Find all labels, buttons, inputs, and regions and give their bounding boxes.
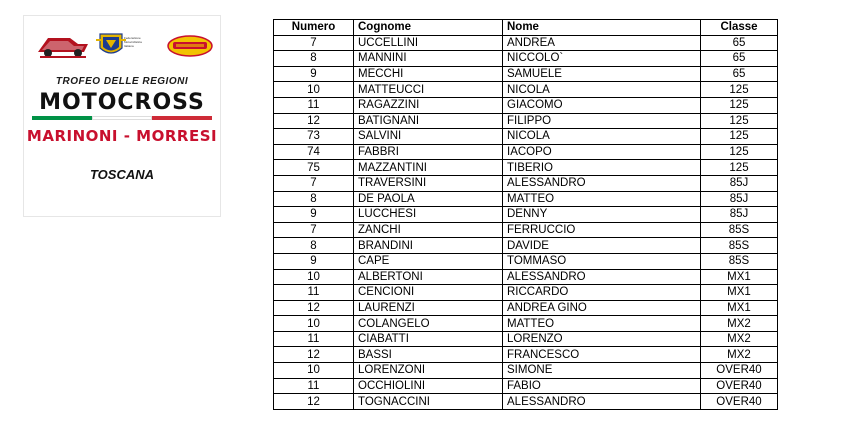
event-title: MOTOCROSS <box>39 90 205 115</box>
cell-classe: OVER40 <box>701 363 778 379</box>
table-row <box>274 51 778 67</box>
cell-cognome: LAURENZI <box>354 300 503 316</box>
table-row <box>274 207 778 223</box>
table-row <box>274 222 778 238</box>
cell-numero: 11 <box>274 285 354 301</box>
cell-nome: DENNY <box>503 207 701 223</box>
table-row <box>274 253 778 269</box>
cell-cognome: MANNINI <box>354 51 503 67</box>
cell-nome: SIMONE <box>503 363 701 379</box>
cell-cognome: MAZZANTINI <box>354 160 503 176</box>
event-series-label: TROFEO DELLE REGIONI <box>55 76 189 87</box>
table-row <box>274 175 778 191</box>
table-row <box>274 113 778 129</box>
cell-numero: 10 <box>274 316 354 332</box>
cell-cognome: OCCHIOLINI <box>354 378 503 394</box>
cell-cognome: CENCIONI <box>354 285 503 301</box>
cell-nome: TIBERIO <box>503 160 701 176</box>
cell-nome: FRANCESCO <box>503 347 701 363</box>
cell-classe: 125 <box>701 113 778 129</box>
cell-nome: TOMMASO <box>503 253 701 269</box>
table-row <box>274 331 778 347</box>
cell-nome: FERRUCCIO <box>503 222 701 238</box>
cell-numero: 9 <box>274 207 354 223</box>
cell-cognome: ZANCHI <box>354 222 503 238</box>
header-numero: Numero <box>274 20 354 36</box>
cell-nome: ALESSANDRO <box>503 175 701 191</box>
cell-numero: 11 <box>274 97 354 113</box>
cell-cognome: FABBRI <box>354 144 503 160</box>
table-row <box>274 363 778 379</box>
sponsor-logos <box>24 24 220 68</box>
cell-nome: NICOLA <box>503 129 701 145</box>
event-logo-card <box>24 16 220 216</box>
cell-cognome: SALVINI <box>354 129 503 145</box>
cell-numero: 9 <box>274 253 354 269</box>
cell-classe: OVER40 <box>701 394 778 410</box>
cell-nome: LORENZO <box>503 331 701 347</box>
cell-classe: 65 <box>701 51 778 67</box>
table-row <box>274 144 778 160</box>
cell-cognome: UCCELLINI <box>354 35 503 51</box>
cell-numero: 9 <box>274 66 354 82</box>
cell-cognome: TRAVERSINI <box>354 175 503 191</box>
cell-classe: 125 <box>701 82 778 98</box>
cell-numero: 12 <box>274 113 354 129</box>
table-row <box>274 300 778 316</box>
cell-nome: SAMUELE <box>503 66 701 82</box>
table-body <box>274 35 778 409</box>
cell-numero: 8 <box>274 191 354 207</box>
header-nome: Nome <box>503 20 701 36</box>
sponsor-logo-right <box>166 34 214 58</box>
table-row <box>274 285 778 301</box>
table-row <box>274 66 778 82</box>
cell-cognome: LUCCHESI <box>354 207 503 223</box>
header-cognome: Cognome <box>354 20 503 36</box>
cell-numero: 10 <box>274 82 354 98</box>
cell-cognome: BATIGNANI <box>354 113 503 129</box>
cell-numero: 8 <box>274 51 354 67</box>
cell-classe: 125 <box>701 160 778 176</box>
cell-cognome: COLANGELO <box>354 316 503 332</box>
cell-numero: 12 <box>274 347 354 363</box>
table-row <box>274 394 778 410</box>
table-row <box>274 238 778 254</box>
cell-numero: 12 <box>274 394 354 410</box>
cell-cognome: BASSI <box>354 347 503 363</box>
table-row <box>274 316 778 332</box>
italian-flag-stripe <box>32 116 212 120</box>
cell-nome: ANDREA <box>503 35 701 51</box>
table-row <box>274 347 778 363</box>
event-subtitle: MARINONI - MORRESI <box>26 127 218 145</box>
federation-text: Federazione Motociclistica Italiana <box>124 36 142 48</box>
riders-table <box>273 19 778 410</box>
cell-cognome: CAPE <box>354 253 503 269</box>
cell-classe: 85J <box>701 207 778 223</box>
cell-nome: GIACOMO <box>503 97 701 113</box>
table-row <box>274 191 778 207</box>
table-row <box>274 378 778 394</box>
cell-classe: 85S <box>701 238 778 254</box>
cell-nome: ALESSANDRO <box>503 394 701 410</box>
cell-cognome: ALBERTONI <box>354 269 503 285</box>
cell-cognome: BRANDINI <box>354 238 503 254</box>
sponsor-logo-left <box>34 30 92 60</box>
cell-classe: MX2 <box>701 347 778 363</box>
cell-numero: 75 <box>274 160 354 176</box>
table-header-row <box>274 20 778 36</box>
cell-classe: 65 <box>701 66 778 82</box>
cell-numero: 12 <box>274 300 354 316</box>
cell-classe: 65 <box>701 35 778 51</box>
cell-numero: 7 <box>274 175 354 191</box>
cell-numero: 7 <box>274 35 354 51</box>
cell-nome: MATTEO <box>503 191 701 207</box>
cell-classe: MX1 <box>701 285 778 301</box>
cell-numero: 73 <box>274 129 354 145</box>
cell-nome: FABIO <box>503 378 701 394</box>
cell-classe: 85S <box>701 253 778 269</box>
cell-cognome: RAGAZZINI <box>354 97 503 113</box>
cell-nome: DAVIDE <box>503 238 701 254</box>
cell-numero: 74 <box>274 144 354 160</box>
cell-classe: MX1 <box>701 300 778 316</box>
cell-numero: 7 <box>274 222 354 238</box>
cell-cognome: LORENZONI <box>354 363 503 379</box>
cell-nome: NICOLA <box>503 82 701 98</box>
cell-nome: NICCOLO` <box>503 51 701 67</box>
table-row <box>274 82 778 98</box>
cell-nome: MATTEO <box>503 316 701 332</box>
cell-numero: 11 <box>274 378 354 394</box>
cell-cognome: MATTEUCCI <box>354 82 503 98</box>
cell-classe: 125 <box>701 144 778 160</box>
cell-nome: IACOPO <box>503 144 701 160</box>
cell-classe: OVER40 <box>701 378 778 394</box>
cell-classe: 85J <box>701 191 778 207</box>
cell-numero: 11 <box>274 331 354 347</box>
cell-classe: MX1 <box>701 269 778 285</box>
cell-cognome: DE PAOLA <box>354 191 503 207</box>
cell-nome: ANDREA GINO <box>503 300 701 316</box>
table-row <box>274 160 778 176</box>
cell-cognome: TOGNACCINI <box>354 394 503 410</box>
cell-nome: FILIPPO <box>503 113 701 129</box>
cell-numero: 10 <box>274 269 354 285</box>
cell-cognome: MECCHI <box>354 66 503 82</box>
cell-nome: ALESSANDRO <box>503 269 701 285</box>
cell-classe: 85S <box>701 222 778 238</box>
cell-classe: MX2 <box>701 316 778 332</box>
table-row <box>274 129 778 145</box>
cell-nome: RICCARDO <box>503 285 701 301</box>
cell-classe: 85J <box>701 175 778 191</box>
cell-cognome: CIABATTI <box>354 331 503 347</box>
cell-classe: 125 <box>701 129 778 145</box>
region-label: TOSCANA <box>89 167 155 182</box>
table-row <box>274 35 778 51</box>
cell-classe: 125 <box>701 97 778 113</box>
table-row <box>274 269 778 285</box>
header-classe: Classe <box>701 20 778 36</box>
table-row <box>274 97 778 113</box>
cell-classe: MX2 <box>701 331 778 347</box>
cell-numero: 10 <box>274 363 354 379</box>
cell-numero: 8 <box>274 238 354 254</box>
